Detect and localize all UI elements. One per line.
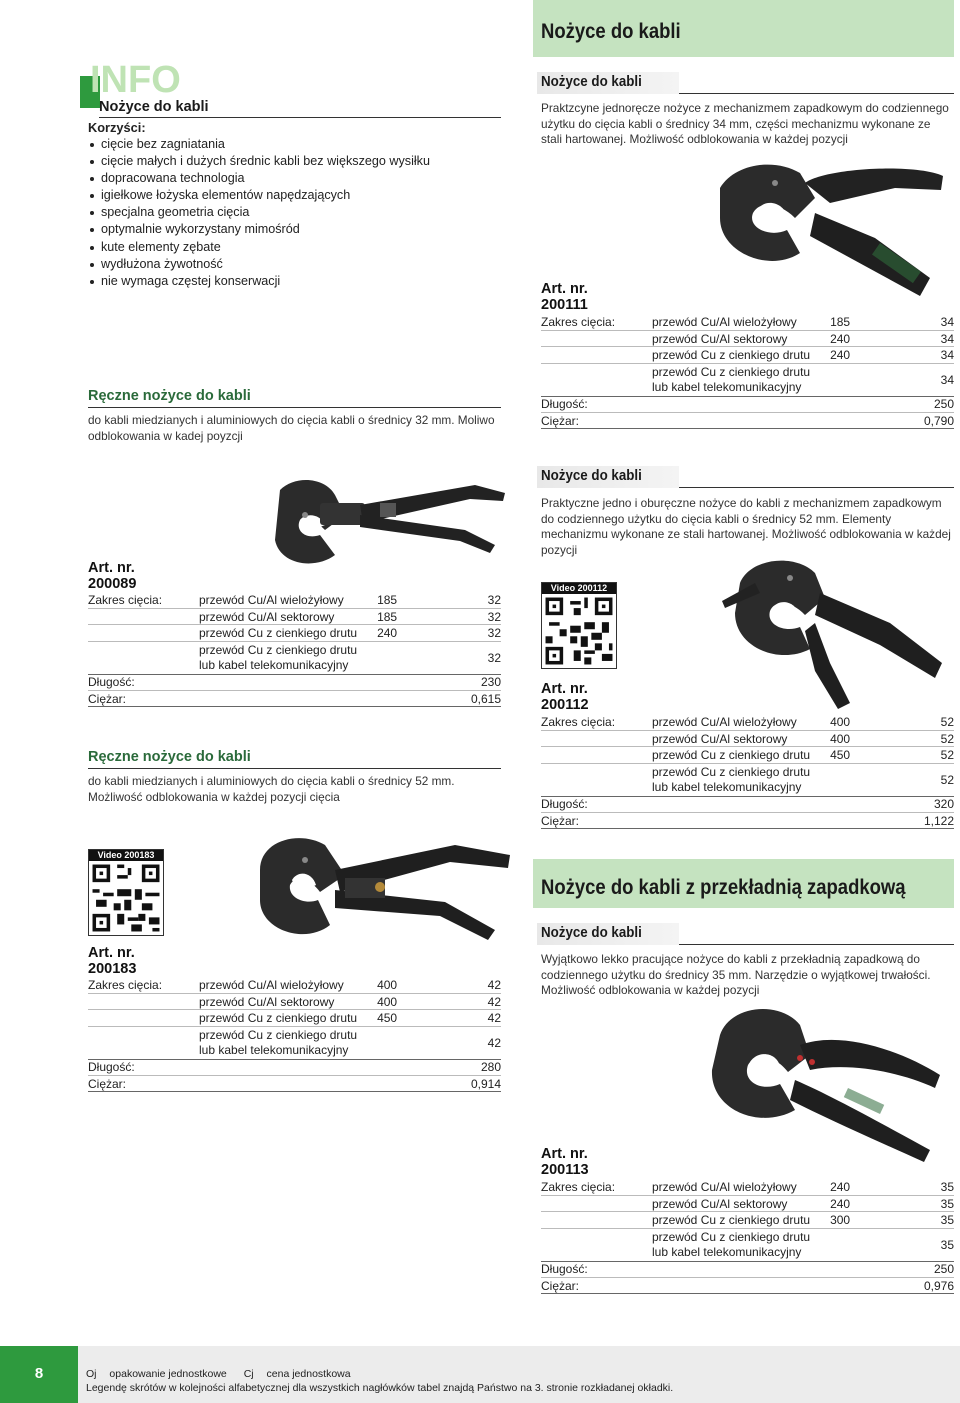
legend-row [86, 1368, 351, 1380]
table-row: przewód Cu z cienkiego drutu lub kabel telekomunikacyjny 35 [541, 1228, 954, 1261]
info-title: Nożyce do kabli [99, 99, 501, 118]
list-item: specjalna geometria cięcia [88, 204, 430, 221]
qr-icon [542, 594, 616, 668]
art-label: Art. nr. [541, 1146, 588, 1162]
list-item: kute elementy zębate [88, 239, 430, 256]
table-row: Zakres cięcia: przewód Cu/Al wielożyłowy 240 35 [541, 1179, 954, 1194]
list-item: nie wymaga częstej konserwacji [88, 273, 430, 290]
video-label: Video 200183 [89, 850, 163, 861]
art-number: 200111 [541, 297, 588, 313]
table-row: Długość: 230 [88, 675, 501, 690]
cable-cutter-200089-image [265, 475, 520, 575]
product-desc-200089: do kabli miedzianych i aluminiowych do cięcia kabli o średnicy 32 mm. Moliwo odblokowania w kadej poyzcji [88, 413, 495, 443]
art-block-200112 [541, 681, 589, 713]
art-number: 200113 [541, 1162, 589, 1178]
table-row: Ciężar: 0,914 [88, 1076, 501, 1091]
table-row: Ciężar: 1,122 [541, 813, 954, 828]
spec-table-200113 [541, 1179, 954, 1294]
table-row: Ciężar: 0,615 [88, 691, 501, 706]
spec-table-200089 [88, 592, 501, 707]
list-item: dopracowana technologia [88, 170, 430, 187]
spec-table-200183 [88, 977, 501, 1092]
video-label: Video 200112 [542, 583, 616, 594]
art-label: Art. nr. [541, 281, 588, 297]
art-label: Art. nr. [88, 945, 135, 961]
product-header-200111 [537, 72, 954, 94]
table-row: przewód Cu z cienkiego drutu 240 34 [541, 347, 954, 363]
cable-cutter-200111-image [715, 158, 945, 303]
product-desc-200113: Wyjątkowo lekko pracujące nożyce do kabli z przekładnią zapadkową do codziennego użytku do średnicy 35 mm. Narzędzie o wyjątkowej trwałości. Możliwość odblokowania w każdej pozycji [541, 952, 931, 998]
list-item: wydłużona żywotność [88, 256, 430, 273]
qr-icon [89, 861, 163, 935]
table-row: przewód Cu/Al sektorowy 400 52 [541, 730, 954, 746]
product-title-200183: Ręczne nożyce do kabli [88, 749, 501, 769]
legend-text: cena jednostkowa [266, 1368, 351, 1380]
art-block-200111 [541, 281, 588, 313]
table-row: przewód Cu z cienkiego drutu lub kabel telekomunikacyjny 52 [541, 763, 954, 796]
table-row: przewód Cu/Al sektorowy 400 42 [88, 993, 501, 1009]
table-row: przewód Cu z cienkiego drutu 450 52 [541, 747, 954, 763]
qr-code-200112[interactable] [541, 582, 617, 669]
legend-abbr: Cj [243, 1368, 254, 1380]
list-item: cięcie małych i dużych średnic kabli bez większego wysiłku [88, 153, 430, 170]
benefits-list [88, 136, 430, 290]
table-row: Ciężar: 0,790 [541, 413, 954, 428]
product-desc-200111: Praktzcyne jednoręcze nożyce z mechanizmem zapadkowym do codziennego użytku do cięcia kabli o średnicy 34 mm, części mechanizmu wykonane ze stali hartowanej. Możliwość odblokowania w każdej pozycji [541, 101, 949, 147]
art-number: 200183 [88, 961, 137, 977]
art-block-200113 [541, 1146, 589, 1178]
art-block-200183 [88, 945, 136, 977]
legend-note: Legendę skrótów w kolejności alfabetycznej dla wszystkich nagłówków tabel znajdą Państwo na 3. stronie rozkładanej okładki. [86, 1382, 674, 1394]
table-row: przewód Cu/Al sektorowy 240 34 [541, 330, 954, 346]
table-row: Długość: 280 [88, 1060, 501, 1075]
art-label: Art. nr. [541, 681, 588, 697]
table-row: Zakres cięcia: przewód Cu/Al wielożyłowy 185 34 [541, 314, 954, 329]
list-item: optymalnie wykorzystany mimośród [88, 221, 430, 238]
qr-code-200183[interactable] [88, 849, 164, 936]
section-title: Nożyce do kabli z przekładnią zapadkową [541, 876, 906, 899]
table-row: przewód Cu z cienkiego drutu 300 35 [541, 1212, 954, 1228]
list-item: cięcie bez zagniatania [88, 136, 430, 153]
product-header-200112 [537, 466, 954, 488]
table-row: przewód Cu z cienkiego drutu lub kabel telekomunikacyjny 34 [541, 363, 954, 396]
product-title-200089: Ręczne nożyce do kabli [88, 388, 501, 408]
product-header-200113 [537, 923, 954, 945]
table-row: Długość: 250 [541, 397, 954, 412]
spec-table-200111 [541, 314, 954, 429]
art-block-200089 [88, 560, 136, 592]
product-desc-200183: do kabli miedzianych i aluminiowych do cięcia kabli o średnicy 52 mm. Możliwość odblokowania w każdej pozycji cięcia [88, 774, 455, 804]
spec-table-200112 [541, 714, 954, 829]
table-row: przewód Cu/Al sektorowy 185 32 [88, 608, 501, 624]
table-row: Zakres cięcia: przewód Cu/Al wielożyłowy 400 42 [88, 977, 501, 992]
art-label: Art. nr. [88, 560, 135, 576]
page-title: Nożyce do kabli [541, 20, 681, 43]
legend-abbr: Oj [86, 1368, 97, 1380]
table-row: przewód Cu/Al sektorowy 240 35 [541, 1195, 954, 1211]
art-number: 200089 [88, 576, 137, 592]
cable-cutter-200112-image [720, 553, 945, 713]
table-row: Długość: 320 [541, 797, 954, 812]
table-row: przewód Cu z cienkiego drutu lub kabel telekomunikacyjny 32 [88, 641, 501, 674]
art-number: 200112 [541, 697, 589, 713]
table-row: Zakres cięcia: przewód Cu/Al wielożyłowy 400 52 [541, 714, 954, 729]
product-title-200111: Nożyce do kabli [541, 74, 642, 90]
product-title-200113: Nożyce do kabli [541, 925, 642, 941]
page-number: 8 [34, 1365, 44, 1382]
cable-cutter-200113-image [700, 1000, 945, 1165]
table-row: przewód Cu z cienkiego drutu 240 32 [88, 625, 501, 641]
table-row: Ciężar: 0,976 [541, 1278, 954, 1293]
benefits-label: Korzyści: [88, 120, 146, 135]
cable-cutter-200183-image [250, 830, 525, 950]
product-desc-200112: Praktyczne jedno i oburęczne nożyce do kabli z mechanizmem zapadkowym do codziennego użytku do cięcia kabli o średnicy 52 mm. Elementy mechanizmu wykonane ze stali hartowanej. Możliwość odblokowania w każdej pozycji [541, 496, 951, 557]
table-row: przewód Cu z cienkiego drutu lub kabel telekomunikacyjny 42 [88, 1026, 501, 1059]
table-row: Zakres cięcia: przewód Cu/Al wielożyłowy 185 32 [88, 592, 501, 607]
product-title-200112: Nożyce do kabli [541, 468, 642, 484]
legend-text: opakowanie jednostkowe [109, 1368, 227, 1380]
list-item: igiełkowe łożyska elementów napędzających [88, 187, 430, 204]
info-logo-text: INFO [90, 59, 181, 101]
table-row: Długość: 250 [541, 1262, 954, 1277]
footer [0, 1346, 960, 1403]
table-row: przewód Cu z cienkiego drutu 450 42 [88, 1010, 501, 1026]
